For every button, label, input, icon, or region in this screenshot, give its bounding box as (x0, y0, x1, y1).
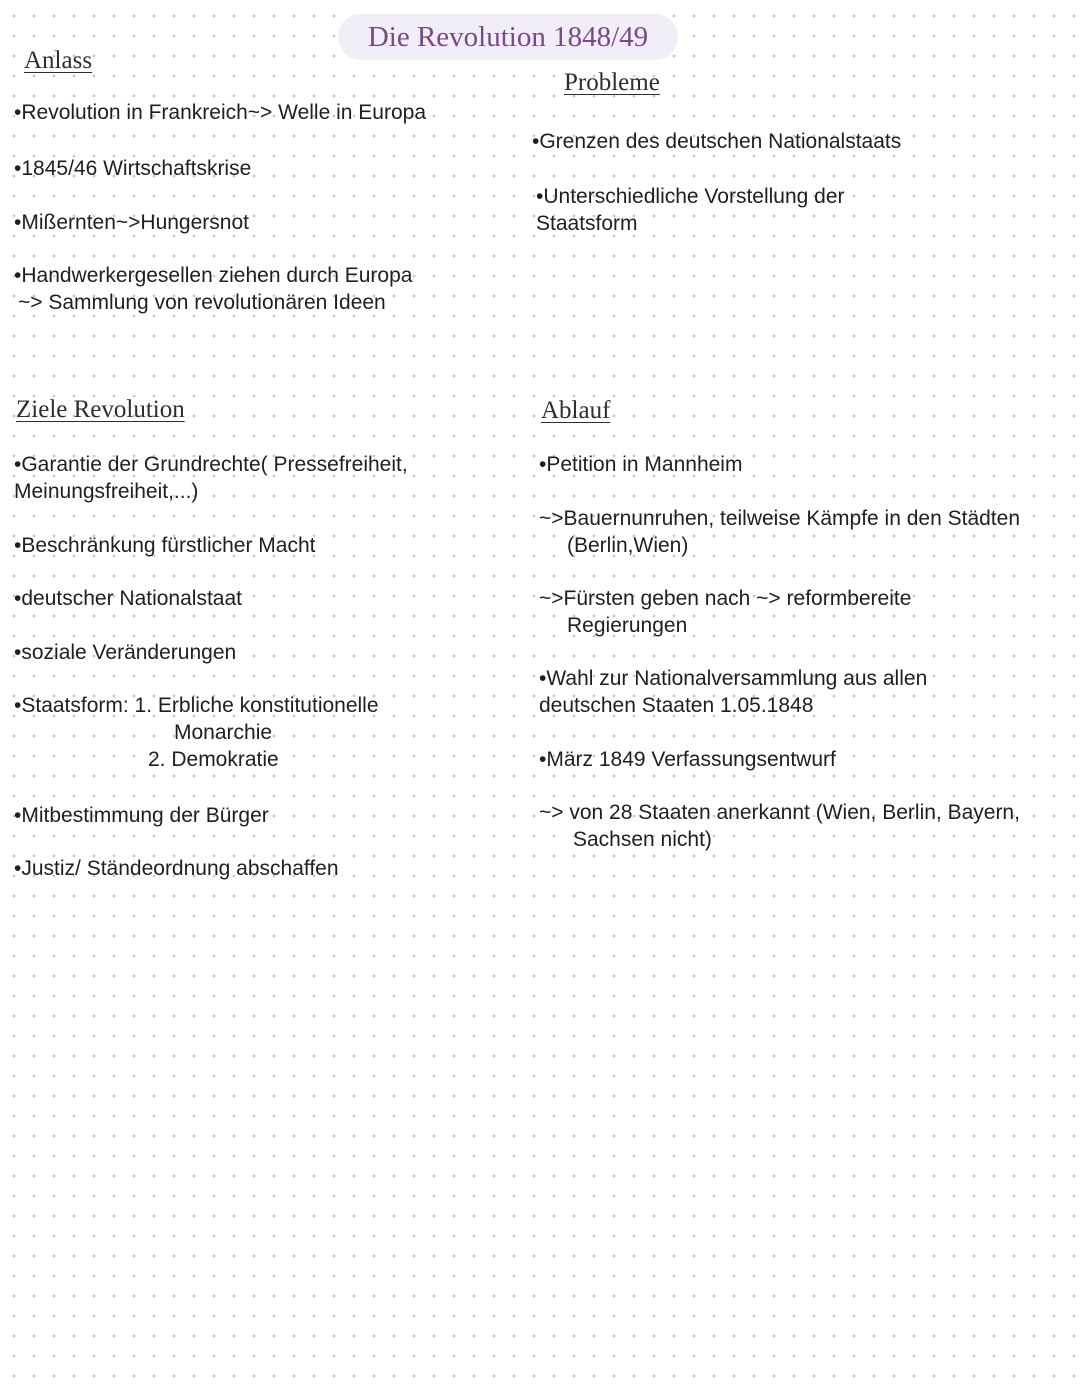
ablauf-item-5-line-1: •März 1849 Verfassungsentwurf (539, 748, 836, 771)
ablauf-item-3-line-1: ~>Fürsten geben nach ~> reformbereite (539, 587, 912, 610)
ablauf-item-1 (539, 451, 742, 478)
ablauf-item-4 (539, 665, 927, 719)
ziele-item-6 (14, 802, 269, 829)
page-title: Die Revolution 1848/49 (338, 14, 678, 60)
ziele-item-2-line-1: •Beschränkung fürstlicher Macht (14, 534, 316, 557)
ziele-item-7 (14, 855, 339, 882)
ablauf-item-4-line-1: •Wahl zur Nationalversammlung aus allen (539, 667, 928, 690)
ablauf-item-4-line-2: deutschen Staaten 1.05.1848 (539, 694, 814, 717)
anlass-item-2 (14, 155, 251, 182)
ziele-item-5-line-3: 2. Demokratie (148, 748, 279, 771)
ziele-item-3-line-1: •deutscher Nationalstaat (14, 587, 242, 610)
ziele-item-3 (14, 585, 242, 612)
ablauf-item-3 (539, 585, 911, 639)
ablauf-item-2-line-1: ~>Bauernunruhen, teilweise Kämpfe in den Städten (539, 507, 1021, 530)
ablauf-item-3-line-2: Regierungen (567, 614, 688, 637)
anlass-item-3-line-1: •Mißernten~>Hungersnot (14, 211, 249, 234)
ziele-item-5-line-1: •Staatsform: 1. Erbliche konstitutionelle (14, 694, 379, 717)
ziele-item-1-line-1: •Garantie der Grundrechte( Pressefreiheit, (14, 453, 408, 476)
anlass-item-2-line-1: •1845/46 Wirtschaftskrise (14, 157, 252, 180)
ziele-item-2 (14, 532, 316, 559)
probleme-heading: Probleme (564, 69, 660, 96)
anlass-item-4-line-2: ~> Sammlung von revolutionären Ideen (18, 291, 386, 314)
ablauf-item-6 (539, 799, 1020, 853)
ablauf-item-2-line-2: (Berlin,Wien) (567, 534, 689, 557)
anlass-item-1 (14, 99, 426, 126)
anlass-item-4-line-1: •Handwerkergesellen ziehen durch Europa (14, 264, 413, 287)
ziele-item-6-line-1: •Mitbestimmung der Bürger (14, 804, 269, 827)
probleme-item-1 (532, 128, 901, 155)
ziele-item-1-line-2: Meinungsfreiheit,...) (14, 480, 199, 503)
ablauf-item-6-line-1: ~> von 28 Staaten anerkannt (Wien, Berlin, Bayern, (539, 801, 1020, 824)
ziele-item-4 (14, 639, 236, 666)
ablauf-item-2 (539, 505, 1020, 559)
ablauf-item-5 (539, 746, 836, 773)
ziele-heading: Ziele Revolution (16, 396, 185, 423)
ziele-item-5-line-2: Monarchie (174, 721, 273, 744)
anlass-item-3 (14, 209, 249, 236)
ziele-item-5 (14, 692, 379, 773)
ablauf-item-6-line-2: Sachsen nicht) (573, 828, 712, 851)
probleme-item-1-line-1: •Grenzen des deutschen Nationalstaats (532, 130, 902, 153)
ziele-item-4-line-1: •soziale Veränderungen (14, 641, 237, 664)
ablauf-heading: Ablauf (541, 397, 611, 424)
ziele-item-7-line-1: •Justiz/ Ständeordnung abschaffen (14, 857, 339, 880)
anlass-item-4 (14, 262, 412, 316)
ablauf-item-1-line-1: •Petition in Mannheim (539, 453, 743, 476)
anlass-heading: Anlass (24, 47, 93, 74)
probleme-item-2-line-1: •Unterschiedliche Vorstellung der (536, 185, 845, 208)
probleme-item-2 (536, 183, 845, 237)
anlass-item-1-line-1: •Revolution in Frankreich~> Welle in Europa (14, 101, 427, 124)
ziele-item-1 (14, 451, 408, 505)
probleme-item-2-line-2: Staatsform (536, 212, 638, 235)
